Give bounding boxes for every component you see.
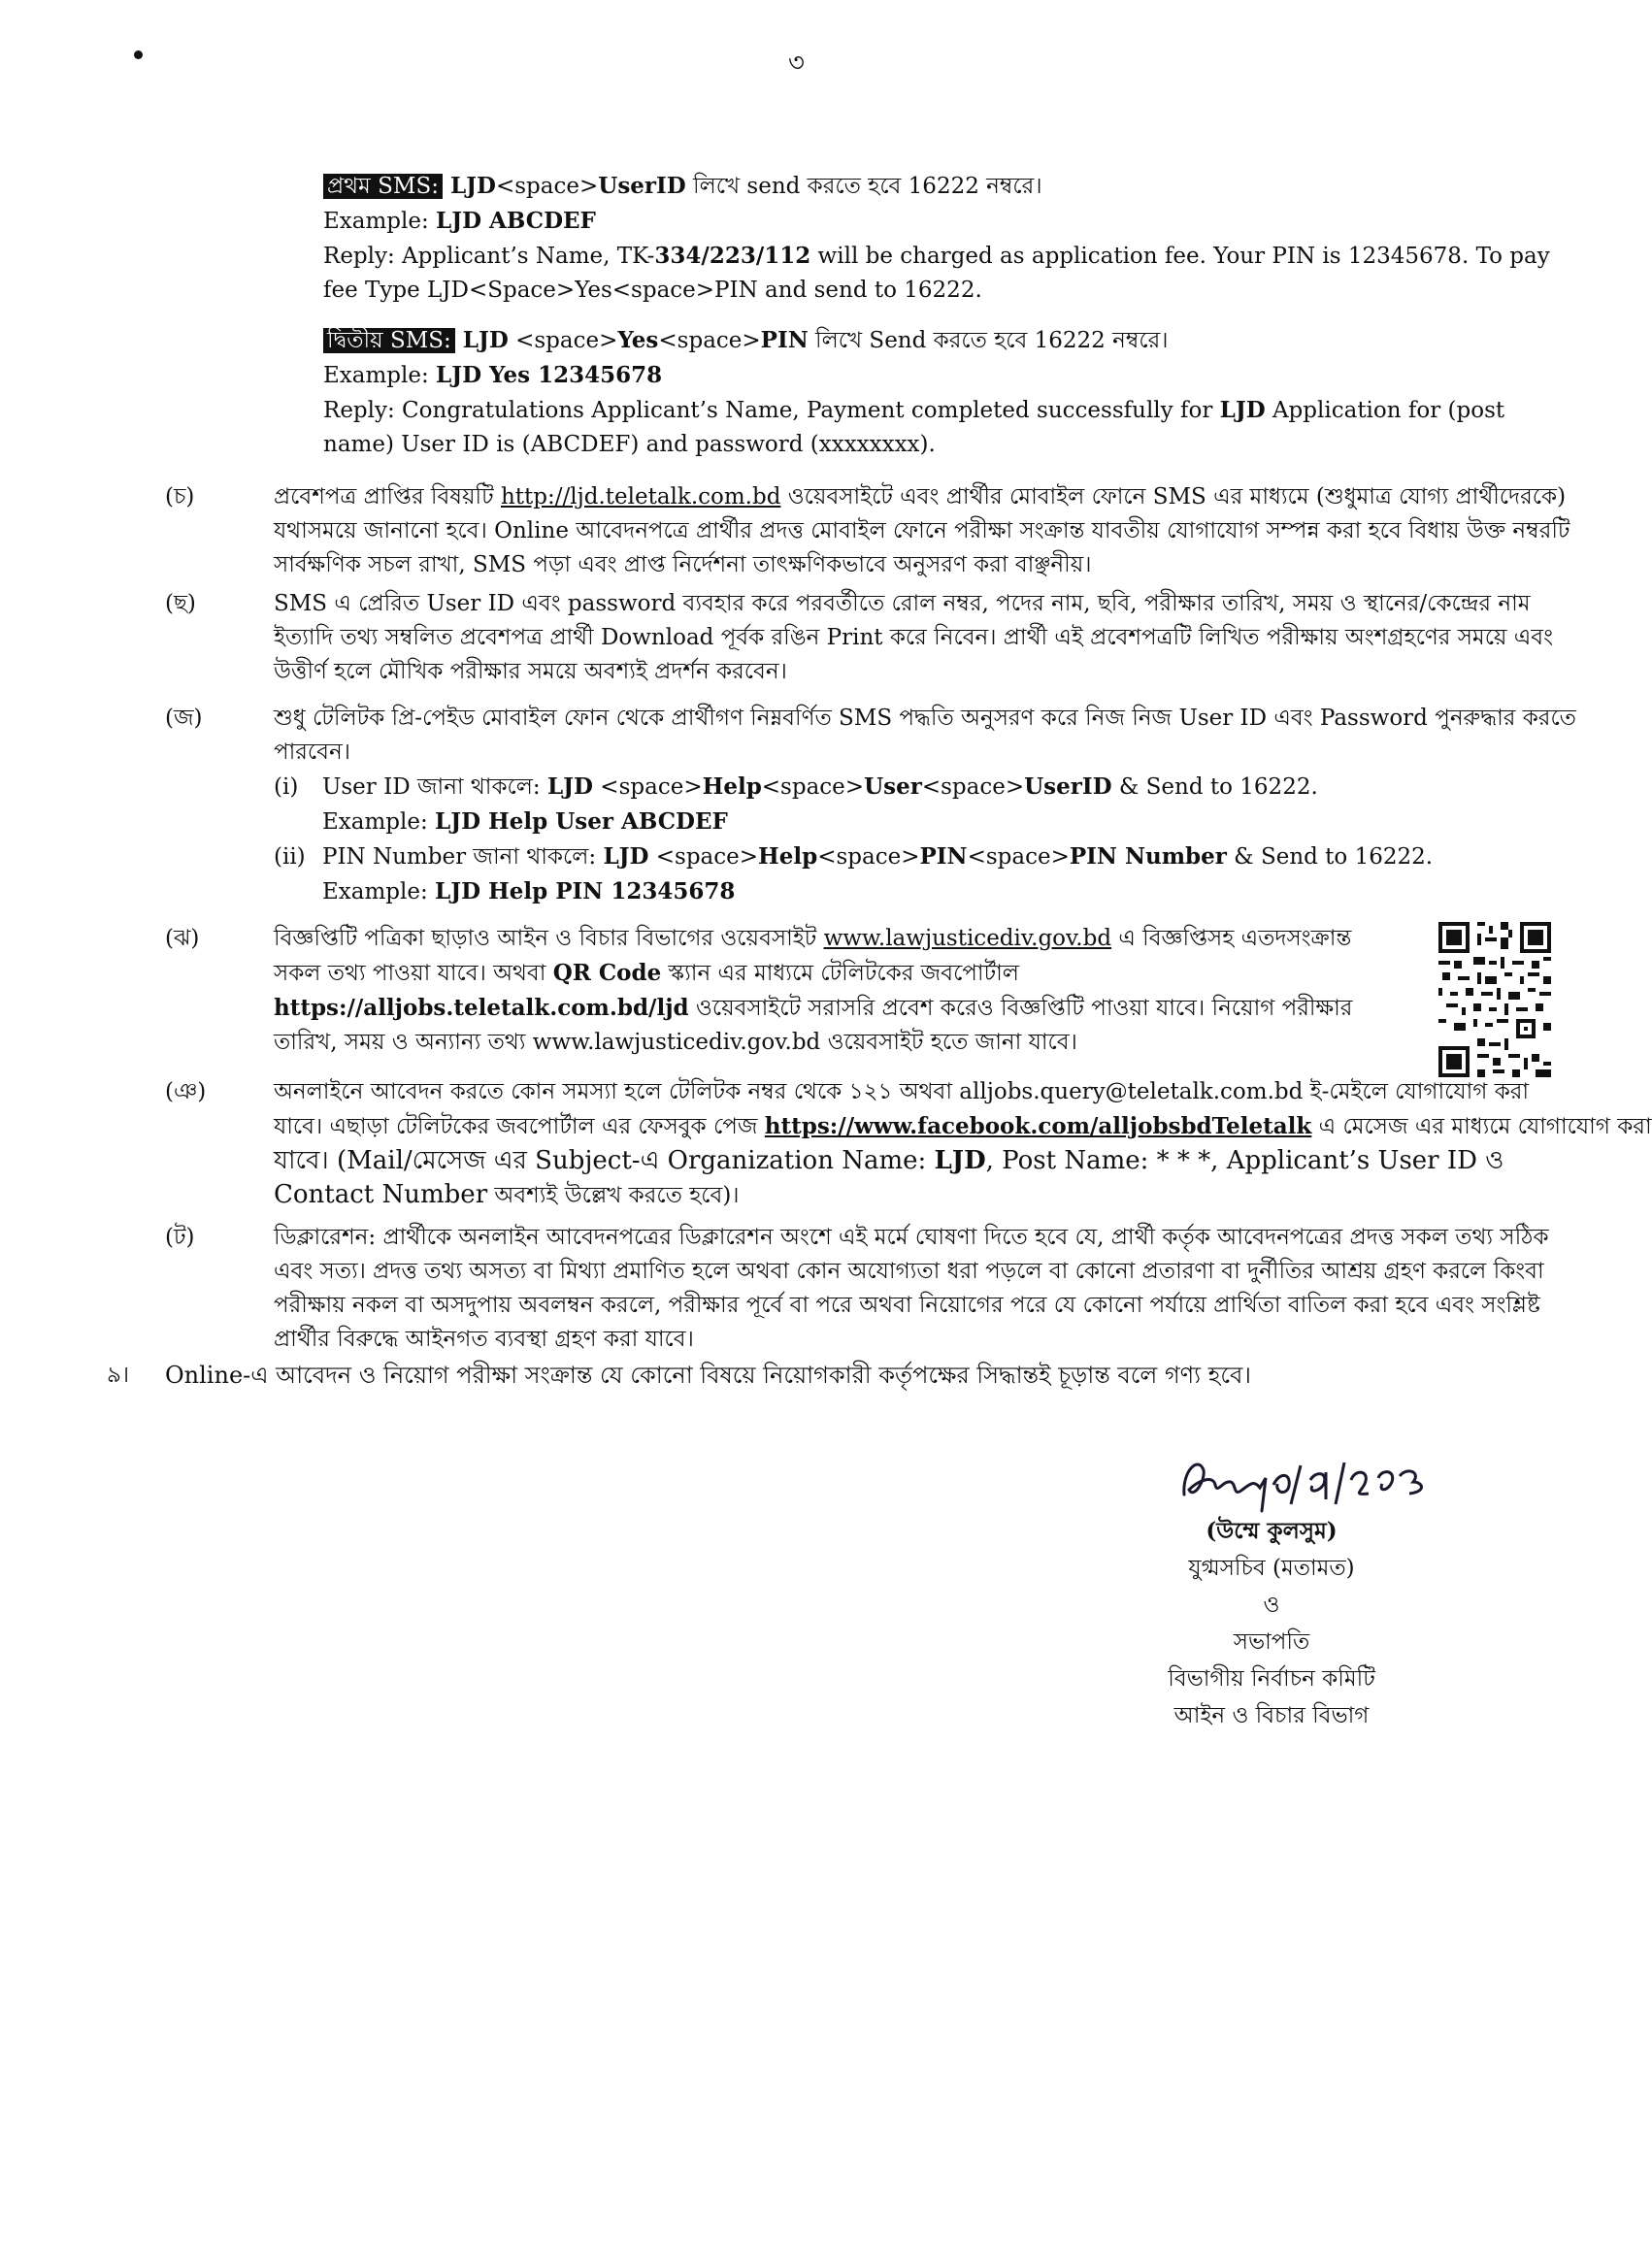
page-number: ৩: [788, 49, 805, 78]
signature-block: [1097, 1451, 1446, 1734]
item-label-chha: (ছ): [165, 591, 196, 616]
sms-second-block: দ্বিতীয় SMS: LJD <space>Yes<space>PIN লিখে Send করতে হবে 16222 নম্বরে। Example: LJD Yes 12345678 Reply: Congratulations Applicant’s Name, Payment completed successfully for LJD Application for (post name) User ID is (ABCDEF) and password (xxxxxxxx).: [323, 323, 1556, 462]
signatory-designation: যুগ্মসচিব (মতামত): [1188, 1556, 1355, 1581]
signatory-and: ও: [1263, 1593, 1280, 1618]
ljd-teletalk-link[interactable]: http://ljd.teletalk.com.bd: [500, 484, 781, 509]
ja-sub-i-example: Example: LJD Help User ABCDEF: [322, 808, 728, 835]
item-nya-text: অনলাইনে আবেদন করতে কোন সমস্যা হলে টেলিটক নম্বর থেকে ১২১ অথবা alljobs.query@teletalk.com.bd ই-মেইলে যোগাযোগ করা যাবে। এছাড়া টেলিটকের জবপোর্টাল এর ফেসবুক পেজ https://www.facebook.com/alljobsbdTeletalk এ মেসেজ এর মাধ্যমে যোগাযোগ করা যাবে। (Mail/মেসেজ এর Subject-এ Organization Name: LJD, Post Name: * * *, Applicant’s User ID ও Contact Number অবশ্যই উল্লেখ করতে হবে)।: [274, 1079, 1652, 1209]
signatory-division: আইন ও বিচার বিভাগ: [1173, 1703, 1370, 1728]
signatory-committee: বিভাগীয় নির্বাচন কমিটি: [1168, 1666, 1375, 1692]
sms-second-example: Example: LJD Yes 12345678: [323, 362, 663, 388]
signatory-name: (উম্মে কুলসুম): [1206, 1518, 1338, 1544]
page-dot-mark: [134, 50, 143, 59]
item-jha-text: বিজ্ঞপ্তিটি পত্রিকা ছাড়াও আইন ও বিচার বিভাগের ওয়েবসাইট www.lawjusticediv.gov.bd এ বিজ্ঞপ্তিসহ এতদসংক্রান্ত সকল তথ্য পাওয়া যাবে। অথবা QR Code স্ক্যান এর মাধ্যমে টেলিটকের জবপোর্টাল https://alljobs.teletalk.com.bd/ljd ওয়েবসাইটে সরাসরি প্রবেশ করেও বিজ্ঞপ্তিটি পাওয়া যাবে। নিয়োগ পরীক্ষার তারিখ, সময় ও অন্যান্য তথ্য www.lawjusticediv.gov.bd ওয়েবসাইট হতে জানা যাবে।: [274, 926, 1353, 1055]
alljobs-ljd-link[interactable]: https://alljobs.teletalk.com.bd/ljd: [274, 995, 689, 1021]
item-label-cha: (চ): [165, 484, 195, 509]
ja-sub-ii: (ii) PIN Number জানা থাকলে: LJD <space>Help<space>PIN<space>PIN Number & Send to 16222.: [274, 843, 1434, 870]
sms-second-tag: দ্বিতীয় SMS:: [323, 328, 455, 353]
item-chha-text: SMS এ প্রেরিত User ID এবং password ব্যবহার করে পরবর্তীতে রোল নম্বর, পদের নাম, ছবি, পরীক্ষার তারিখ, সময় ও স্থানের/কেন্দ্রের নাম ইত্যাদি তথ্য সম্বলিত প্রবেশপত্র প্রার্থী Download পূর্বক রঙিন Print করে নিবেন। প্রার্থী এই প্রবেশপত্রটি লিখিত পরীক্ষায় অংশগ্রহণের সময়ে এবং উত্তীর্ণ হলে মৌখিক পরীক্ষার সময়ে অবশ্যই প্রদর্শন করবেন।: [274, 591, 1553, 684]
ja-sub-ii-example: Example: LJD Help PIN 12345678: [322, 878, 736, 904]
sms-first-block: প্রথম SMS: LJD<space>UserID লিখে send করতে হবে 16222 নম্বরে। Example: LJD ABCDEF Reply: Applicant’s Name, TK-334/223/112 will be charged as application fee. Your PIN is 12345678. To pay fee Type LJD<Space>Yes<space>PIN and send to 16222.: [323, 169, 1556, 308]
facebook-page-link[interactable]: https://www.facebook.com/alljobsbdTeletalk: [764, 1113, 1312, 1139]
clause-9-text: Online-এ আবেদন ও নিয়োগ পরীক্ষা সংক্রান্ত যে কোনো বিষয়ে নিয়োগকারী কর্তৃপক্ষের সিদ্ধান্তই চূড়ান্ত বলে গণ্য হবে।: [165, 1362, 1251, 1389]
item-cha-text: প্রবেশপত্র প্রাপ্তির বিষয়টি http://ljd.teletalk.com.bd ওয়েবসাইটে এবং প্রার্থীর মোবাইল ফোনে SMS এর মাধ্যমে (শুধুমাত্র যোগ্য প্রার্থীদেরকে) যথাসময়ে জানানো হবে। Online আবেদনপত্রে প্রার্থীর প্রদত্ত মোবাইল ফোনে পরীক্ষা সংক্রান্ত যাবতীয় যোগাযোগ সম্পন্ন করা হবে বিধায় উক্ত নম্বরটি সার্বক্ষণিক সচল রাখা, SMS পড়া এবং প্রাপ্ত নির্দেশনা তাৎক্ষণিকভাবে অনুসরণ করা বাঞ্ছনীয়।: [274, 484, 1570, 577]
item-ja-text: শুধু টেলিটক প্রি-পেইড মোবাইল ফোন থেকে প্রার্থীগণ নিম্নবর্ণিত SMS পদ্ধতি অনুসরণ করে নিজ নিজ User ID এবং Password পুনরুদ্ধার করতে পারবেন।: [274, 706, 1576, 765]
item-ta-text: ডিক্লারেশন: প্রার্থীকে অনলাইন আবেদনপত্রের ডিক্লারেশন অংশে এই মর্মে ঘোষণা দিতে হবে যে, প্রার্থী কর্তৃক আবেদনপত্রের প্রদত্ত সকল তথ্য সঠিক এবং সত্য। প্রদত্ত তথ্য অসত্য বা মিথ্যা প্রমাণিত হলে অথবা কোন অযোগ্যতা ধরা পড়লে বা কোনো প্রতারণা বা দুর্নীতির আশ্রয় গ্রহণ করলে কিংবা পরীক্ষায় নকল বা অসদুপায় অবলম্বন করলে, পরীক্ষার পূর্বে বা পরে অথবা নিয়োগের পরে যে কোনো পর্যায়ে প্রার্থিতা বাতিল করা হবে এবং সংশ্লিষ্ট প্রার্থীর বিরুদ্ধে আইনগত ব্যবস্থা গ্রহণ করা যাবে।: [274, 1225, 1549, 1352]
sms-first-tag: প্রথম SMS:: [323, 174, 443, 199]
sms-first-reply: Reply: Applicant’s Name, TK-334/223/112 will be charged as application fee. Your PIN is 12345678. To pay: [323, 243, 1550, 269]
qr-code-icon: [1438, 922, 1551, 1077]
item-label-jha: (ঝ): [165, 926, 200, 951]
item-label-ta: (ট): [165, 1225, 195, 1250]
lawjusticediv-link[interactable]: www.lawjusticediv.gov.bd: [823, 926, 1112, 951]
sms-first-example: Example: LJD ABCDEF: [323, 208, 596, 234]
handwritten-signature: [1145, 1451, 1437, 1519]
item-label-ja: (জ): [165, 706, 203, 731]
signatory-role: সভাপতি: [1233, 1629, 1310, 1655]
sms-second-reply: Reply: Congratulations Applicant’s Name, Payment completed successfully for LJD Application for (post: [323, 397, 1505, 423]
item-label-nya: (ঞ): [165, 1079, 207, 1104]
clause-9-number: ৯।: [107, 1363, 130, 1388]
item-ja-sublist: [274, 770, 1536, 909]
ja-sub-i: (i) User ID জানা থাকলে: LJD <space>Help<space>User<space>UserID & Send to 16222.: [274, 773, 1318, 800]
